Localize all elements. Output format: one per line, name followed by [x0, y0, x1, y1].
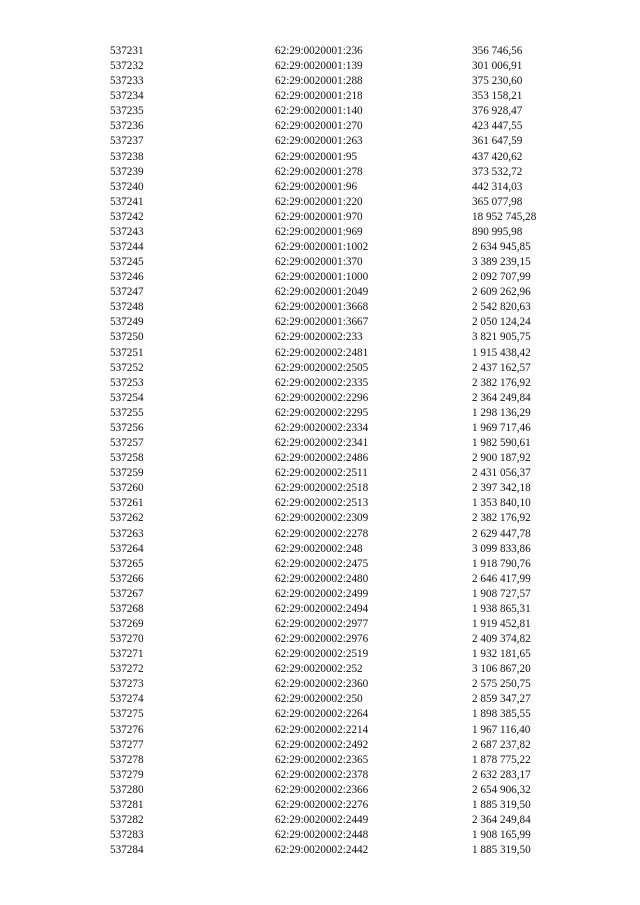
table-row — [110, 587, 570, 602]
cadastral-number-cell: 62:29:0020001:263 — [275, 135, 363, 148]
cadastral-number-cell: 62:29:0020002:2976 — [275, 633, 369, 646]
cadastral-number-cell: 62:29:0020002:2977 — [275, 617, 369, 630]
cadastral-value-cell: 2 382 176,92 — [472, 512, 531, 525]
cadastral-value-cell: 1 915 438,42 — [472, 346, 531, 359]
cadastral-value-cell: 890 995,98 — [472, 225, 523, 238]
row-number-cell: 537275 — [110, 708, 144, 721]
cadastral-value-cell: 3 821 905,75 — [472, 331, 531, 344]
cadastral-number-cell: 62:29:0020001:220 — [275, 195, 363, 208]
cadastral-number-cell: 62:29:0020002:2334 — [275, 421, 369, 434]
cadastral-value-cell: 2 859 347,27 — [472, 693, 531, 706]
cadastral-value-cell: 3 106 867,20 — [472, 663, 531, 676]
row-number-cell: 537281 — [110, 798, 144, 811]
cadastral-number-cell: 62:29:0020002:2505 — [275, 361, 369, 374]
cadastral-number-cell: 62:29:0020002:252 — [275, 663, 363, 676]
table-row — [110, 361, 570, 376]
row-number-cell: 537251 — [110, 346, 144, 359]
cadastral-number-cell: 62:29:0020001:1002 — [275, 241, 369, 254]
row-number-cell: 537271 — [110, 648, 144, 661]
table-row — [110, 59, 570, 74]
table-row — [110, 240, 570, 255]
cadastral-number-cell: 62:29:0020002:2486 — [275, 452, 369, 465]
cadastral-value-cell: 2 646 417,99 — [472, 572, 531, 585]
row-number-cell: 537276 — [110, 723, 144, 736]
cadastral-number-cell: 62:29:0020002:2511 — [275, 467, 368, 480]
cadastral-number-cell: 62:29:0020002:2366 — [275, 783, 369, 796]
cadastral-value-cell: 373 532,72 — [472, 165, 523, 178]
cadastral-number-cell: 62:29:0020002:2309 — [275, 512, 369, 525]
cadastral-value-cell: 2 092 707,99 — [472, 271, 531, 284]
row-number-cell: 537283 — [110, 829, 144, 842]
cadastral-number-cell: 62:29:0020001:2049 — [275, 286, 369, 299]
table-row — [110, 723, 570, 738]
table-row — [110, 330, 570, 345]
cadastral-value-cell: 437 420,62 — [472, 150, 523, 163]
cadastral-value-cell: 301 006,91 — [472, 60, 523, 73]
table-row — [110, 104, 570, 119]
table-row — [110, 119, 570, 134]
cadastral-value-cell: 3 099 833,86 — [472, 542, 531, 555]
table-row — [110, 798, 570, 813]
table-row — [110, 225, 570, 240]
table-row — [110, 557, 570, 572]
cadastral-number-cell: 62:29:0020002:2481 — [275, 346, 369, 359]
table-row — [110, 195, 570, 210]
cadastral-value-cell: 361 647,59 — [472, 135, 523, 148]
cadastral-number-cell: 62:29:0020002:233 — [275, 331, 363, 344]
cadastral-number-cell: 62:29:0020002:2519 — [275, 648, 369, 661]
table-row — [110, 165, 570, 180]
table-row — [110, 285, 570, 300]
table-row — [110, 828, 570, 843]
cadastral-value-cell: 1 919 452,81 — [472, 617, 531, 630]
cadastral-value-cell: 2 654 906,32 — [472, 783, 531, 796]
table-row — [110, 843, 570, 858]
cadastral-number-cell: 62:29:0020002:2335 — [275, 376, 369, 389]
cadastral-number-cell: 62:29:0020001:370 — [275, 256, 363, 269]
row-number-cell: 537256 — [110, 421, 144, 434]
row-number-cell: 537246 — [110, 271, 144, 284]
cadastral-value-cell: 2 900 187,92 — [472, 452, 531, 465]
cadastral-number-cell: 62:29:0020002:2341 — [275, 437, 369, 450]
row-number-cell: 537257 — [110, 437, 144, 450]
cadastral-number-cell: 62:29:0020001:3667 — [275, 316, 369, 329]
cadastral-value-cell: 1 885 319,50 — [472, 844, 531, 857]
cadastral-value-cell: 2 409 374,82 — [472, 633, 531, 646]
table-row — [110, 527, 570, 542]
cadastral-number-cell: 62:29:0020001:95 — [275, 150, 358, 163]
table-row — [110, 74, 570, 89]
row-number-cell: 537274 — [110, 693, 144, 706]
table-row — [110, 647, 570, 662]
row-number-cell: 537255 — [110, 406, 144, 419]
cadastral-value-cell: 1 938 865,31 — [472, 602, 531, 615]
cadastral-number-cell: 62:29:0020002:2492 — [275, 738, 369, 751]
table-row — [110, 346, 570, 361]
table-row — [110, 270, 570, 285]
cadastral-number-cell: 62:29:0020001:1000 — [275, 271, 369, 284]
row-number-cell: 537279 — [110, 768, 144, 781]
cadastral-value-cell: 2 364 249,84 — [472, 391, 531, 404]
row-number-cell: 537237 — [110, 135, 144, 148]
row-number-cell: 537243 — [110, 225, 144, 238]
row-number-cell: 537269 — [110, 617, 144, 630]
cadastral-number-cell: 62:29:0020002:2365 — [275, 753, 369, 766]
cadastral-number-cell: 62:29:0020001:139 — [275, 60, 363, 73]
row-number-cell: 537265 — [110, 557, 144, 570]
table-row — [110, 783, 570, 798]
row-number-cell: 537244 — [110, 241, 144, 254]
row-number-cell: 537250 — [110, 331, 144, 344]
cadastral-number-cell: 62:29:0020001:218 — [275, 90, 363, 103]
cadastral-value-cell: 375 230,60 — [472, 75, 523, 88]
cadastral-number-cell: 62:29:0020002:2296 — [275, 391, 369, 404]
cadastral-value-cell: 1 908 727,57 — [472, 587, 531, 600]
cadastral-number-cell: 62:29:0020002:2278 — [275, 527, 369, 540]
row-number-cell: 537280 — [110, 783, 144, 796]
cadastral-value-cell: 1 982 590,61 — [472, 437, 531, 450]
cadastral-value-cell: 2 364 249,84 — [472, 813, 531, 826]
cadastral-number-cell: 62:29:0020001:270 — [275, 120, 363, 133]
cadastral-value-cell: 2 542 820,63 — [472, 301, 531, 314]
cadastral-number-cell: 62:29:0020002:2276 — [275, 798, 369, 811]
table-row — [110, 677, 570, 692]
cadastral-number-cell: 62:29:0020001:278 — [275, 165, 363, 178]
table-row — [110, 813, 570, 828]
table-row — [110, 572, 570, 587]
cadastral-number-cell: 62:29:0020001:288 — [275, 75, 363, 88]
table-row — [110, 210, 570, 225]
cadastral-number-cell: 62:29:0020001:96 — [275, 180, 358, 193]
table-row — [110, 511, 570, 526]
row-number-cell: 537235 — [110, 105, 144, 118]
cadastral-number-cell: 62:29:0020002:2360 — [275, 678, 369, 691]
table-row — [110, 466, 570, 481]
table-row — [110, 617, 570, 632]
table-row — [110, 391, 570, 406]
row-number-cell: 537239 — [110, 165, 144, 178]
row-number-cell: 537262 — [110, 512, 144, 525]
cadastral-number-cell: 62:29:0020002:2480 — [275, 572, 369, 585]
table-row — [110, 406, 570, 421]
cadastral-value-cell: 1 885 319,50 — [472, 798, 531, 811]
cadastral-value-cell: 1 918 790,76 — [472, 557, 531, 570]
cadastral-number-cell: 62:29:0020002:248 — [275, 542, 363, 555]
table-row — [110, 753, 570, 768]
cadastral-number-cell: 62:29:0020002:2264 — [275, 708, 369, 721]
cadastral-value-cell: 1 908 165,99 — [472, 829, 531, 842]
row-number-cell: 537260 — [110, 482, 144, 495]
row-number-cell: 537264 — [110, 542, 144, 555]
cadastral-number-cell: 62:29:0020002:2475 — [275, 557, 369, 570]
cadastral-number-cell: 62:29:0020002:250 — [275, 693, 363, 706]
cadastral-number-cell: 62:29:0020002:2494 — [275, 602, 369, 615]
row-number-cell: 537242 — [110, 210, 144, 223]
row-number-cell: 537245 — [110, 256, 144, 269]
table-row — [110, 481, 570, 496]
cadastral-value-cell: 2 609 262,96 — [472, 286, 531, 299]
row-number-cell: 537259 — [110, 467, 144, 480]
row-number-cell: 537270 — [110, 633, 144, 646]
cadastral-value-cell: 2 050 124,24 — [472, 316, 531, 329]
row-number-cell: 537240 — [110, 180, 144, 193]
row-number-cell: 537261 — [110, 497, 144, 510]
table-row — [110, 707, 570, 722]
row-number-cell: 537258 — [110, 452, 144, 465]
row-number-cell: 537234 — [110, 90, 144, 103]
cadastral-value-cell: 2 382 176,92 — [472, 376, 531, 389]
cadastral-value-cell: 18 952 745,28 — [472, 210, 537, 223]
cadastral-number-cell: 62:29:0020002:2214 — [275, 723, 369, 736]
cadastral-number-cell: 62:29:0020002:2448 — [275, 829, 369, 842]
row-number-cell: 537272 — [110, 663, 144, 676]
table-row — [110, 451, 570, 466]
row-number-cell: 537282 — [110, 813, 144, 826]
cadastral-number-cell: 62:29:0020001:970 — [275, 210, 363, 223]
cadastral-number-cell: 62:29:0020002:2295 — [275, 406, 369, 419]
cadastral-value-cell: 423 447,55 — [472, 120, 523, 133]
cadastral-value-cell: 2 437 162,57 — [472, 361, 531, 374]
table-row — [110, 315, 570, 330]
cadastral-value-cell: 2 431 056,37 — [472, 467, 531, 480]
table-row — [110, 602, 570, 617]
row-number-cell: 537241 — [110, 195, 144, 208]
row-number-cell: 537266 — [110, 572, 144, 585]
table-row — [110, 44, 570, 59]
row-number-cell: 537236 — [110, 120, 144, 133]
table-row — [110, 89, 570, 104]
cadastral-number-cell: 62:29:0020002:2499 — [275, 587, 369, 600]
cadastral-value-cell: 1 969 717,46 — [472, 421, 531, 434]
row-number-cell: 537238 — [110, 150, 144, 163]
cadastral-value-cell: 353 158,21 — [472, 90, 523, 103]
table-row — [110, 255, 570, 270]
cadastral-value-cell: 1 967 116,40 — [472, 723, 531, 736]
cadastral-value-cell: 2 629 447,78 — [472, 527, 531, 540]
cadastral-value-cell: 1 298 136,29 — [472, 406, 531, 419]
table-row — [110, 496, 570, 511]
cadastral-number-cell: 62:29:0020002:2442 — [275, 844, 369, 857]
cadastral-value-cell: 2 632 283,17 — [472, 768, 531, 781]
row-number-cell: 537232 — [110, 60, 144, 73]
row-number-cell: 537249 — [110, 316, 144, 329]
cadastral-value-table — [110, 44, 570, 858]
cadastral-number-cell: 62:29:0020001:3668 — [275, 301, 369, 314]
cadastral-number-cell: 62:29:0020001:969 — [275, 225, 363, 238]
row-number-cell: 537278 — [110, 753, 144, 766]
cadastral-value-cell: 1 353 840,10 — [472, 497, 531, 510]
table-row — [110, 768, 570, 783]
row-number-cell: 537252 — [110, 361, 144, 374]
table-row — [110, 180, 570, 195]
row-number-cell: 537277 — [110, 738, 144, 751]
row-number-cell: 537253 — [110, 376, 144, 389]
row-number-cell: 537263 — [110, 527, 144, 540]
cadastral-number-cell: 62:29:0020002:2449 — [275, 813, 369, 826]
cadastral-value-cell: 1 932 181,65 — [472, 648, 531, 661]
cadastral-number-cell: 62:29:0020002:2513 — [275, 497, 369, 510]
cadastral-value-cell: 2 575 250,75 — [472, 678, 531, 691]
row-number-cell: 537247 — [110, 286, 144, 299]
table-row — [110, 542, 570, 557]
table-row — [110, 692, 570, 707]
table-row — [110, 134, 570, 149]
table-row — [110, 662, 570, 677]
cadastral-value-cell: 2 634 945,85 — [472, 241, 531, 254]
cadastral-value-cell: 365 077,98 — [472, 195, 523, 208]
row-number-cell: 537267 — [110, 587, 144, 600]
row-number-cell: 537233 — [110, 75, 144, 88]
row-number-cell: 537254 — [110, 391, 144, 404]
table-row — [110, 436, 570, 451]
row-number-cell: 537231 — [110, 45, 144, 57]
row-number-cell: 537248 — [110, 301, 144, 314]
table-row — [110, 300, 570, 315]
table-row — [110, 150, 570, 165]
table-row — [110, 632, 570, 647]
cadastral-value-cell: 1 878 775,22 — [472, 753, 531, 766]
cadastral-value-cell: 1 898 385,55 — [472, 708, 531, 721]
cadastral-value-cell: 3 389 239,15 — [472, 256, 531, 269]
row-number-cell: 537268 — [110, 602, 144, 615]
row-number-cell: 537284 — [110, 844, 144, 857]
cadastral-value-cell: 2 687 237,82 — [472, 738, 531, 751]
cadastral-number-cell: 62:29:0020002:2518 — [275, 482, 369, 495]
row-number-cell: 537273 — [110, 678, 144, 691]
cadastral-value-cell: 442 314,03 — [472, 180, 523, 193]
cadastral-number-cell: 62:29:0020002:2378 — [275, 768, 369, 781]
cadastral-value-cell: 2 397 342,18 — [472, 482, 531, 495]
table-row — [110, 376, 570, 391]
cadastral-number-cell: 62:29:0020001:236 — [275, 45, 363, 57]
cadastral-value-cell: 376 928,47 — [472, 105, 523, 118]
cadastral-number-cell: 62:29:0020001:140 — [275, 105, 363, 118]
table-row — [110, 421, 570, 436]
cadastral-value-cell: 356 746,56 — [472, 45, 523, 57]
table-row — [110, 738, 570, 753]
